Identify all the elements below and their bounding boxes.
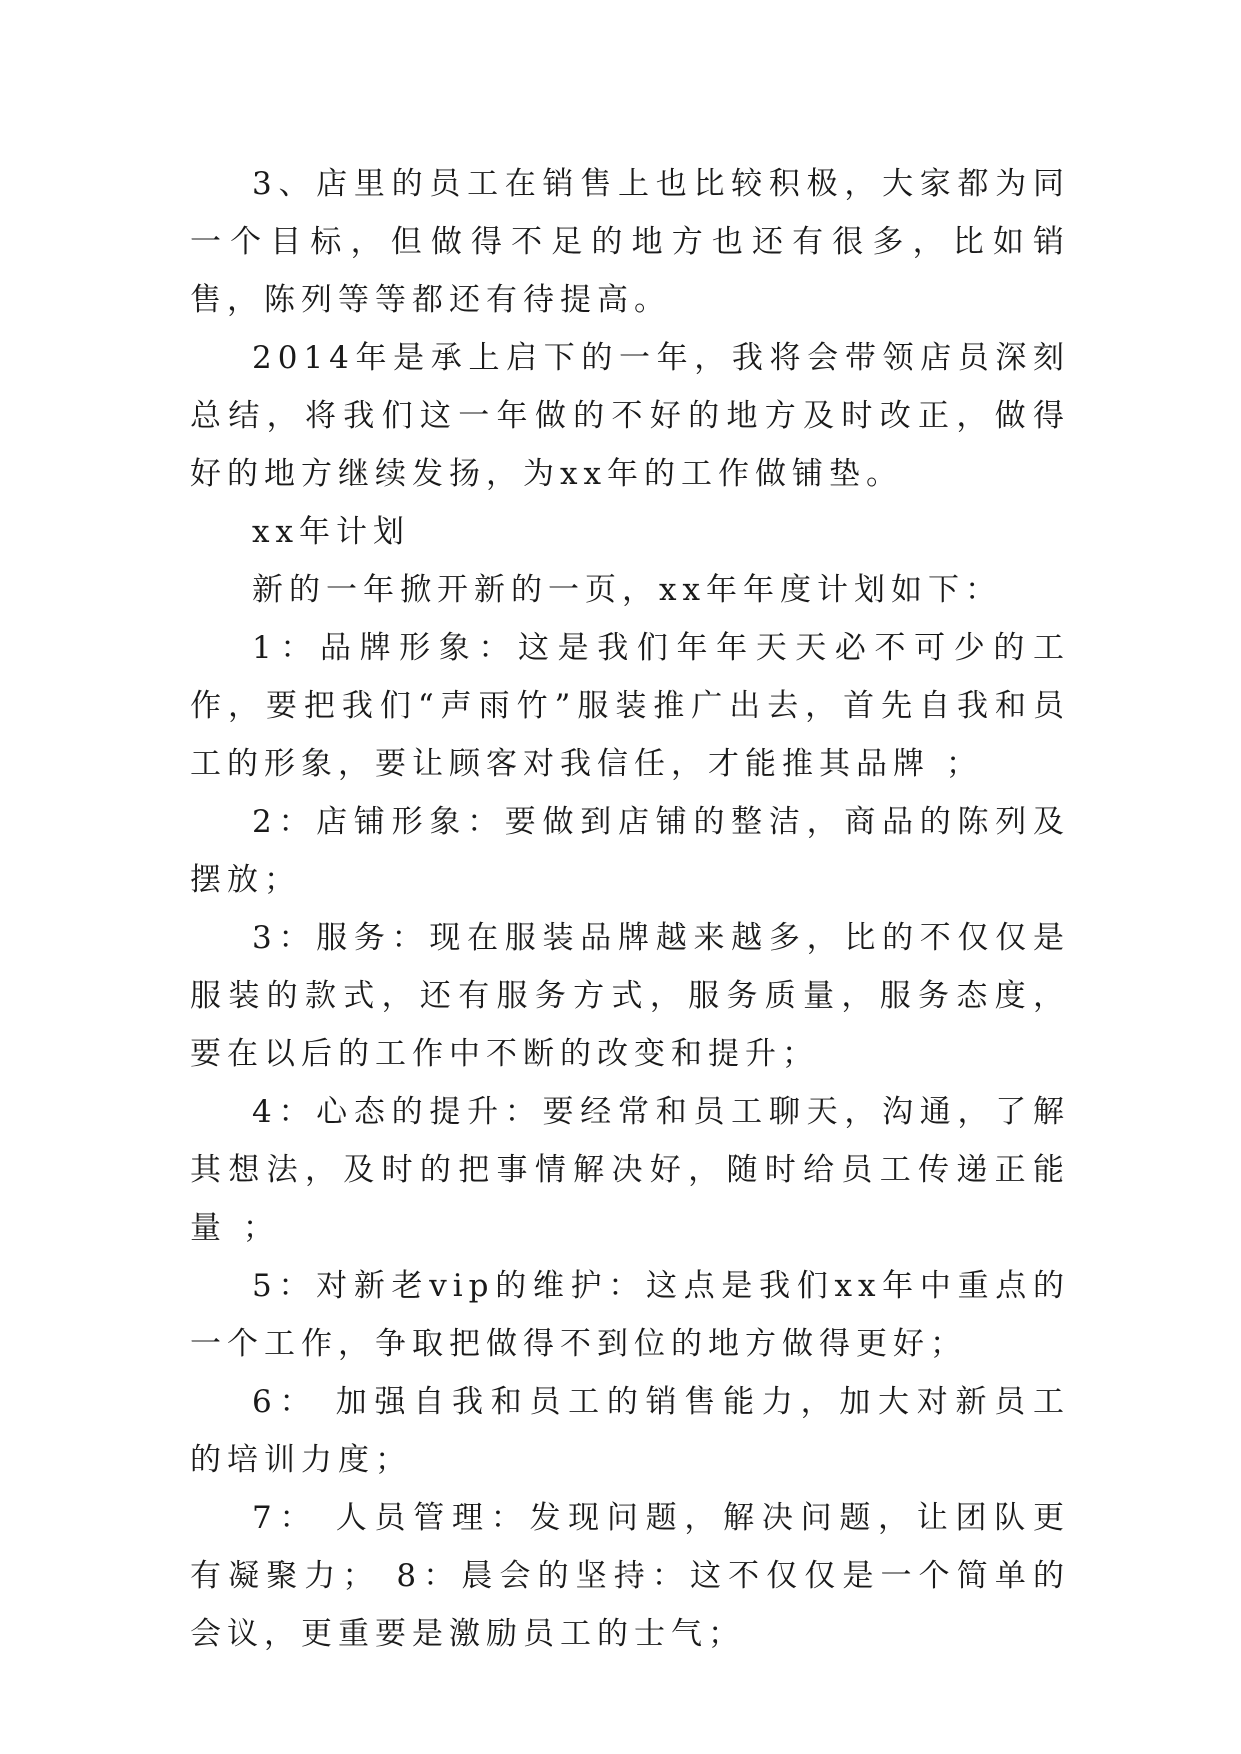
plan-item-vip: 5：对新老vip的维护：这点是我们xx年中重点的一个工作，争取把做得不到位的地方做得更好； <box>190 1268 1070 1362</box>
paragraph-plan-intro: 新的一年掀开新的一页，xx年年度计划如下： <box>252 572 1002 608</box>
section-heading-plan: xx年计划 <box>252 514 410 550</box>
plan-item-service: 3：服务：现在服装品牌越来越多，比的不仅仅是服装的款式，还有服务方式，服务质量，服务态度，要在以后的工作中不断的改变和提升； <box>190 920 1070 1072</box>
paragraph-year-summary: 2014年是承上启下的一年，我将会带领店员深刻总结，将我们这一年做的不好的地方及时改正，做得好的地方继续发扬，为xx年的工作做铺垫。 <box>190 340 1070 492</box>
plan-item-mindset: 4：心态的提升：要经常和员工聊天，沟通，了解其想法，及时的把事情解决好，随时给员工传递正能量 ； <box>190 1094 1070 1246</box>
plan-item-staff-management: 7： 人员管理：发现问题，解决问题，让团队更有凝聚力； 8：晨会的坚持：这不仅仅是一个简单的会议，更重要是激励员工的士气； <box>190 1500 1070 1652</box>
plan-item-store-image: 2：店铺形象：要做到店铺的整洁，商品的陈列及摆放； <box>190 804 1070 898</box>
plan-item-sales-ability: 6： 加强自我和员工的销售能力，加大对新员工的培训力度； <box>190 1384 1070 1478</box>
document-body <box>190 155 1070 1663</box>
paragraph-sales-staff: 3、店里的员工在销售上也比较积极，大家都为同一个目标，但做得不足的地方也还有很多，比如销售，陈列等等都还有待提高。 <box>190 166 1070 318</box>
plan-item-brand-image: 1：品牌形象：这是我们年年天天必不可少的工作，要把我们“声雨竹”服装推广出去，首先自我和员工的形象，要让顾客对我信任，才能推其品牌 ； <box>190 630 1070 782</box>
